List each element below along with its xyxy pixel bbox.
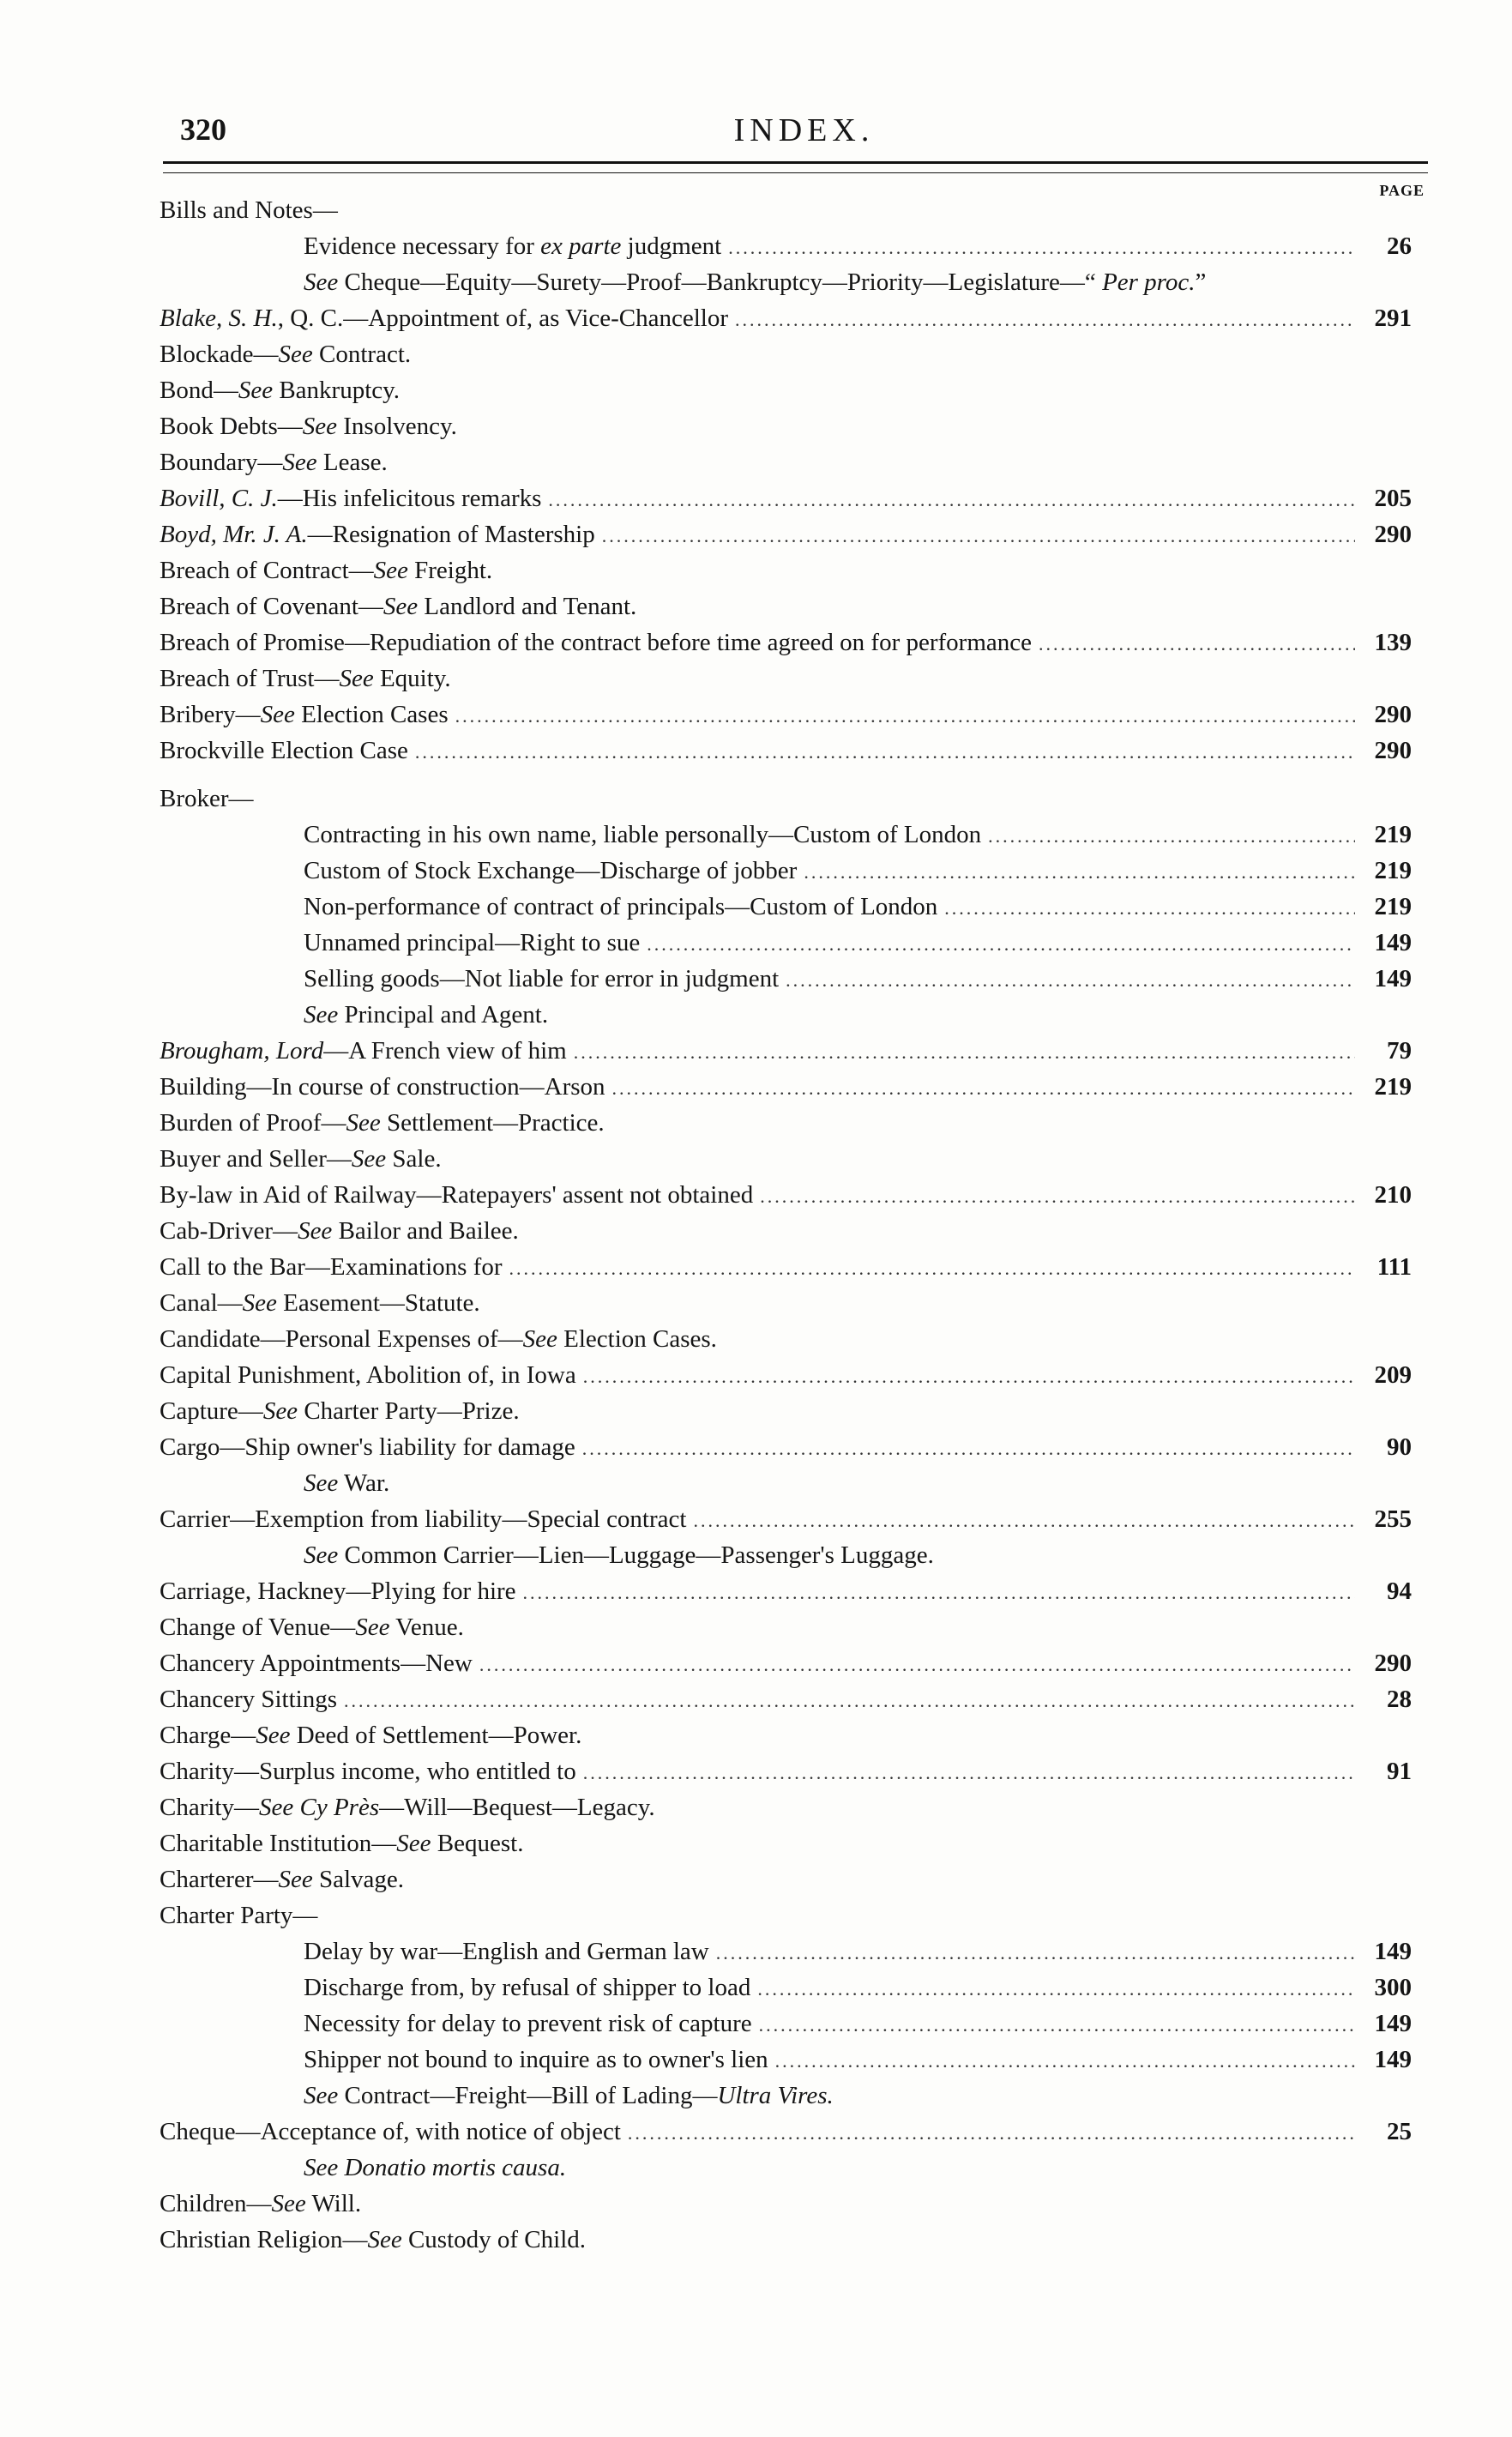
index-entry (160, 1501, 1412, 1537)
index-entry (160, 2006, 1412, 2042)
page-header (180, 112, 1428, 163)
entry-text: Call to the Bar—Examinations for (160, 1253, 503, 1281)
entry-page-number: 149 (1374, 2010, 1412, 2037)
leader-dots (804, 854, 1355, 890)
index-entry (160, 408, 1412, 444)
index-entry (160, 1537, 1412, 1573)
running-title: INDEX. (733, 112, 875, 148)
leader-dots (479, 1647, 1355, 1683)
index-entry (160, 1069, 1412, 1105)
leader-dots (415, 734, 1355, 770)
index-entry (160, 1429, 1412, 1465)
entry-text: Children—See Will. (160, 2190, 362, 2217)
entry-text: Custom of Stock Exchange—Discharge of jobber (304, 857, 798, 884)
index-entry (160, 372, 1412, 408)
page-column-label: PAGE (1379, 182, 1425, 199)
index-entry (160, 336, 1412, 372)
entry-text: Chancery Sittings (160, 1686, 338, 1713)
entry-page-number: 111 (1376, 1253, 1412, 1281)
index-entry (160, 2150, 1412, 2186)
index-entry (160, 1573, 1412, 1609)
entry-text: Charity—See Cy Près—Will—Bequest—Legacy. (160, 1794, 655, 1821)
entry-page-number: 90 (1387, 1433, 1412, 1461)
entry-page-number: 219 (1374, 821, 1412, 848)
index-entry (160, 1861, 1412, 1897)
entry-text: Evidence necessary for ex parte judgment (304, 232, 722, 260)
entry-text: Cargo—Ship owner's liability for damage (160, 1433, 575, 1461)
entry-text: Breach of Contract—See Freight. (160, 557, 493, 584)
entry-page-number: 149 (1374, 2046, 1412, 2073)
leader-dots (757, 1971, 1355, 2007)
entry-page-number: 79 (1387, 1037, 1412, 1065)
entry-page-number: 219 (1374, 857, 1412, 884)
leader-dots (693, 1503, 1355, 1539)
entry-text: Change of Venue—See Venue. (160, 1614, 464, 1641)
leader-dots (612, 1071, 1355, 1107)
entry-text: Building—In course of construction—Arson (160, 1073, 605, 1101)
entry-page-number: 149 (1374, 929, 1412, 956)
index-entry (160, 444, 1412, 480)
leader-dots (760, 1179, 1355, 1215)
entry-text: Carrier—Exemption from liability—Special contract (160, 1505, 687, 1533)
entry-page-number: 290 (1374, 1650, 1412, 1677)
entry-text: Selling goods—Not liable for error in judgment (304, 965, 780, 992)
entry-page-number: 291 (1374, 305, 1412, 332)
index-entry (160, 2114, 1412, 2150)
entry-text: Unnamed principal—Right to sue (304, 929, 641, 956)
entry-page-number: 255 (1374, 1505, 1412, 1533)
leader-dots (1039, 626, 1355, 662)
index-entry (160, 588, 1412, 624)
entry-text: Discharge from, by refusal of shipper to load (304, 1974, 751, 2001)
index-entry (160, 961, 1412, 997)
leader-dots (988, 818, 1355, 854)
entry-text: Charter Party— (160, 1902, 318, 1929)
leader-dots (574, 1035, 1355, 1071)
index-entry (160, 1465, 1412, 1501)
entry-text: See Contract—Freight—Bill of Lading—Ultra Vires. (304, 2082, 834, 2109)
entry-text: See Cheque—Equity—Surety—Proof—Bankruptcy—Priority—Legislature—“ Per proc.” (304, 268, 1207, 296)
index-entry (160, 853, 1412, 889)
entry-page-number: 94 (1387, 1577, 1412, 1605)
index-entry (160, 1681, 1412, 1717)
leader-dots (775, 2043, 1355, 2079)
entry-text: Canal—See Easement—Statute. (160, 1289, 480, 1317)
leader-dots (602, 518, 1355, 554)
entry-text: Cheque—Acceptance of, with notice of object (160, 2118, 621, 2145)
entry-text: Bovill, C. J.—His infelicitous remarks (160, 485, 542, 512)
entry-text: Breach of Covenant—See Landlord and Tenant. (160, 593, 637, 620)
entry-text: Cab-Driver—See Bailor and Bailee. (160, 1217, 519, 1245)
entry-text: Capture—See Charter Party—Prize. (160, 1397, 520, 1425)
entry-page-number: 91 (1387, 1758, 1412, 1785)
entry-text: Bribery—See Election Cases (160, 701, 449, 728)
index-entry (160, 1970, 1412, 2006)
entry-text: By-law in Aid of Railway—Ratepayers' assent not obtained (160, 1181, 754, 1209)
index-entry (160, 1393, 1412, 1429)
entry-text: Carriage, Hackney—Plying for hire (160, 1577, 516, 1605)
entry-page-number: 149 (1374, 1938, 1412, 1965)
entry-text: Charge—See Deed of Settlement—Power. (160, 1722, 582, 1749)
entry-text: Delay by war—English and German law (304, 1938, 709, 1965)
index-entry (160, 1645, 1412, 1681)
index-entry (160, 1105, 1412, 1141)
index-entry (160, 817, 1412, 853)
index-entry (160, 1141, 1412, 1177)
index-entry (160, 264, 1412, 300)
entry-text: Blake, S. H., Q. C.—Appointment of, as Vice-Chancellor (160, 305, 728, 332)
entry-text: Brockville Election Case (160, 737, 408, 764)
entry-page-number: 290 (1374, 701, 1412, 728)
entry-text: Capital Punishment, Abolition of, in Iowa (160, 1361, 576, 1389)
index-entry (160, 697, 1412, 733)
index-entry (160, 192, 1412, 228)
leader-dots (728, 230, 1355, 266)
entry-text: Bond—See Bankruptcy. (160, 377, 401, 404)
index-entry (160, 2222, 1412, 2258)
index-entry (160, 1717, 1412, 1753)
entry-text: Candidate—Personal Expenses of—See Election Cases. (160, 1325, 717, 1353)
index-entry (160, 1825, 1412, 1861)
leader-dots (786, 962, 1355, 998)
index-entry (160, 516, 1412, 552)
index-entry (160, 480, 1412, 516)
index-entry (160, 889, 1412, 925)
entry-text: Book Debts—See Insolvency. (160, 413, 457, 440)
leader-dots (548, 482, 1355, 518)
index-entry (160, 1285, 1412, 1321)
index-entry (160, 661, 1412, 697)
entry-text: See Principal and Agent. (304, 1001, 549, 1028)
entry-text: Charitable Institution—See Bequest. (160, 1830, 524, 1857)
entry-text: Chancery Appointments—New (160, 1650, 473, 1677)
entry-page-number: 210 (1374, 1181, 1412, 1209)
index-entry (160, 733, 1412, 769)
index-entry (160, 2186, 1412, 2222)
leader-dots (509, 1251, 1355, 1287)
index-entry (160, 1753, 1412, 1789)
index-entry (160, 1249, 1412, 1285)
leader-dots (583, 1755, 1355, 1791)
entry-page-number: 26 (1387, 232, 1412, 260)
entry-text: See War. (304, 1469, 390, 1497)
leader-dots (759, 2007, 1355, 2043)
entry-page-number: 219 (1374, 893, 1412, 920)
entry-page-number: 300 (1374, 1974, 1412, 2001)
index-entry (160, 624, 1412, 661)
entry-page-number: 25 (1387, 2118, 1412, 2145)
index-entry (160, 228, 1412, 264)
entry-text: Non-performance of contract of principals—Custom of London (304, 893, 938, 920)
index-entry (160, 1357, 1412, 1393)
index-entries (160, 192, 1412, 2258)
entry-text: Christian Religion—See Custody of Child. (160, 2226, 587, 2253)
entry-page-number: 219 (1374, 1073, 1412, 1101)
entry-page-number: 139 (1374, 629, 1412, 656)
leader-dots (716, 1935, 1355, 1971)
entry-page-number: 290 (1374, 521, 1412, 548)
entry-text: Charterer—See Salvage. (160, 1866, 405, 1893)
leader-dots (455, 698, 1355, 734)
index-entry (160, 1933, 1412, 1970)
index-entry (160, 925, 1412, 961)
page-number: 320 (180, 112, 226, 147)
entry-text: Boyd, Mr. J. A.—Resignation of Mastership (160, 521, 595, 548)
entry-page-number: 28 (1387, 1686, 1412, 1713)
entry-text: Shipper not bound to inquire as to owner's lien (304, 2046, 768, 2073)
entry-text: Burden of Proof—See Settlement—Practice. (160, 1109, 605, 1137)
entry-text: Necessity for delay to prevent risk of capture (304, 2010, 752, 2037)
index-entry (160, 1213, 1412, 1249)
leader-dots (523, 1575, 1355, 1611)
entry-text: Bills and Notes— (160, 196, 338, 224)
index-entry (160, 1789, 1412, 1825)
index-entry (160, 997, 1412, 1033)
entry-text: Charity—Surplus income, who entitled to (160, 1758, 576, 1785)
leader-dots (647, 926, 1355, 962)
entry-text: Contracting in his own name, liable personally—Custom of London (304, 821, 982, 848)
leader-dots (628, 2115, 1355, 2151)
index-entry (160, 300, 1412, 336)
header-rule (163, 161, 1428, 173)
index-entry (160, 1609, 1412, 1645)
leader-dots (944, 890, 1355, 926)
index-entry (160, 2078, 1412, 2114)
entry-page-number: 290 (1374, 737, 1412, 764)
index-entry (160, 2042, 1412, 2078)
index-entry (160, 1177, 1412, 1213)
entry-text: See Common Carrier—Lien—Luggage—Passenger's Luggage. (304, 1541, 934, 1569)
leader-dots (583, 1359, 1355, 1395)
index-entry (160, 781, 1412, 817)
index-entry (160, 1897, 1412, 1933)
entry-text: Broker— (160, 785, 254, 812)
entry-page-number: 205 (1374, 485, 1412, 512)
entry-text: Breach of Trust—See Equity. (160, 665, 451, 692)
entry-text: Buyer and Seller—See Sale. (160, 1145, 442, 1173)
entry-page-number: 209 (1374, 1361, 1412, 1389)
index-entry (160, 1033, 1412, 1069)
leader-dots (344, 1683, 1355, 1719)
entry-page-number: 149 (1374, 965, 1412, 992)
index-entry (160, 552, 1412, 588)
entry-text: Boundary—See Lease. (160, 449, 388, 476)
leader-dots (735, 302, 1355, 338)
leader-dots (582, 1431, 1355, 1467)
entry-text: See Donatio mortis causa. (304, 2154, 567, 2181)
entry-text: Breach of Promise—Repudiation of the contract before time agreed on for performance (160, 629, 1033, 656)
entry-text: Blockade—See Contract. (160, 341, 412, 368)
index-entry (160, 1321, 1412, 1357)
entry-text: Brougham, Lord—A French view of him (160, 1037, 567, 1065)
